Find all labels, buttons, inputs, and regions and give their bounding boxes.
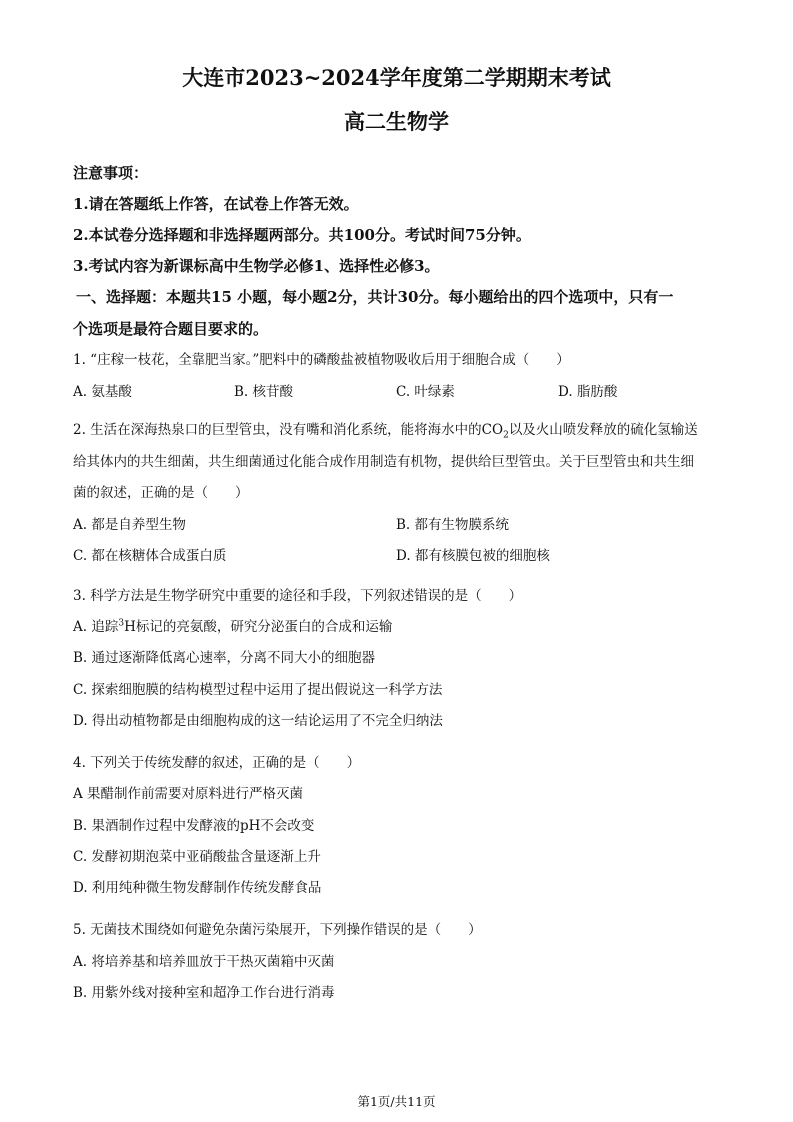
q3-option-a <box>73 615 392 635</box>
q4-option-c: C. 发酵初期泡菜中亚硝酸盐含量逐渐上升 <box>73 849 321 865</box>
q4-stem: 4. 下列关于传统发酵的叙述，正确的是（ ） <box>73 755 361 771</box>
q5-option-a: A. 将培养基和培养皿放于干热灭菌箱中灭菌 <box>73 954 335 970</box>
notice-heading: 注意事项： <box>73 164 149 182</box>
q2-option-c: C. 都在核糖体合成蛋白质 <box>73 548 227 564</box>
q3-stem: 3. 科学方法是生物学研究中重要的途径和手段，下列叙述错误的是（ ） <box>73 588 523 604</box>
q1-option-a: A. 氨基酸 <box>73 384 132 400</box>
q1-option-b: B. 核苷酸 <box>234 384 294 400</box>
q3-option-a-pre: A. 追踪 <box>73 619 119 635</box>
section1-line2: 个选项是最符合题目要求的。 <box>73 320 269 338</box>
q3-option-b: B. 通过逐渐降低离心速率，分离不同大小的细胞器 <box>73 650 376 666</box>
q2-stem-text-a: 2. 生活在深海热泉口的巨型管虫，没有嘴和消化系统，能将海水中的 <box>73 422 482 438</box>
q2-stem-line1 <box>73 418 698 441</box>
q2-option-a: A. 都是自养型生物 <box>73 517 186 533</box>
q2-stem-line3: 菌的叙述，正确的是（ ） <box>73 485 249 501</box>
q4-option-a: A 果醋制作前需要对原料进行严格灭菌 <box>73 786 304 802</box>
q1-option-d: D. 脂肪酸 <box>558 384 618 400</box>
q4-option-b: B. 果酒制作过程中发酵液的pH不会改变 <box>73 818 315 834</box>
q1-option-c: C. 叶绿素 <box>396 384 455 400</box>
q3-option-d: D. 得出动植物都是由细胞构成的这一结论运用了不完全归纳法 <box>73 713 443 729</box>
notice-item-3: 3.考试内容为新课标高中生物学必修1、选择性必修3。 <box>73 257 440 275</box>
notice-item-1: 1.请在答题纸上作答，在试卷上作答无效。 <box>73 195 359 213</box>
q2-stem-text-b: 以及火山喷发释放的硫化氢输送 <box>508 422 698 438</box>
q2-co2: CO <box>481 422 504 438</box>
q2-stem-line2: 给其体内的共生细菌，共生细菌通过化能合成作用制造有机物，提供给巨型管虫。关于巨型管虫和共生细 <box>73 454 694 470</box>
exam-subject: 高二生物学 <box>344 109 449 134</box>
q3-option-c: C. 探索细胞膜的结构模型过程中运用了提出假说这一科学方法 <box>73 682 443 698</box>
q4-option-d: D. 利用纯种微生物发酵制作传统发酵食品 <box>73 880 322 896</box>
q2-option-d: D. 都有核膜包被的细胞核 <box>396 548 550 564</box>
exam-title: 大连市2023~2024学年度第二学期期末考试 <box>182 65 611 90</box>
page-number: 第1页/共11页 <box>357 1094 436 1109</box>
q3-option-a-post: H标记的亮氨酸，研究分泌蛋白的合成和运输 <box>124 619 393 635</box>
q5-stem: 5. 无菌技术围绕如何避免杂菌污染展开，下列操作错误的是（ ） <box>73 922 482 938</box>
section1-line1: 一、选择题：本题共15 小题，每小题2分，共计30分。每小题给出的四个选项中，只有一 <box>76 288 674 306</box>
q1-stem: 1. “庄稼一枝花，全靠肥当家。”肥料中的磷酸盐被植物吸收后用于细胞合成（ ） <box>73 352 570 368</box>
q2-option-b: B. 都有生物膜系统 <box>396 517 510 533</box>
notice-item-2: 2.本试卷分选择题和非选择题两部分。共100分。考试时间75分钟。 <box>73 226 531 244</box>
q2-co2-subscript: 2 <box>503 430 509 441</box>
q5-option-b: B. 用紫外线对接种室和超净工作台进行消毒 <box>73 985 335 1001</box>
q3-option-a-superscript: 3 <box>118 618 125 629</box>
